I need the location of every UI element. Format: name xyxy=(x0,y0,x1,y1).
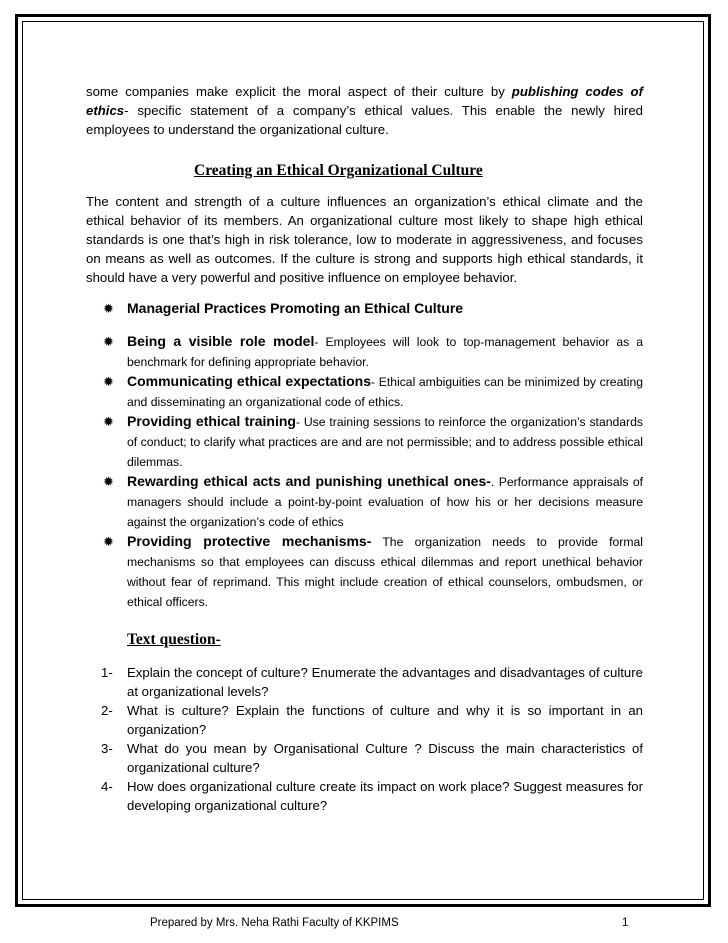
bullet-title: Communicating ethical expectations xyxy=(127,373,371,389)
question-item xyxy=(86,663,643,701)
bullet-desc: . Performance appraisals of managers should include a point-by-point evaluation of how his or her decisions measure against the organization’s code of ethics xyxy=(127,475,643,529)
bullet-desc: - Employees will look to top-management behavior as a benchmark for defining appropriate behavior. xyxy=(127,335,644,369)
question-number: 1- xyxy=(101,665,113,680)
body-paragraph: The content and strength of a culture influences an organization’s ethical climate and the ethical behavior of its members. An organizational culture most likely to shape high ethical standards is one that’s high in risk tolerance, low to moderate in aggressiveness, and focuses on means as well as outcomes. If the culture is strong and supports high ethical standards, it should have a very powerful and positive influence on employee behavior. xyxy=(86,194,643,285)
list-item xyxy=(86,332,643,372)
question-list xyxy=(86,663,643,815)
page-number: 1 xyxy=(622,917,629,929)
question-item xyxy=(86,777,643,815)
intro-text-2: - specific statement of a company’s ethical values. This enable the newly hired employees to understand the organizational culture. xyxy=(86,103,643,137)
question-text: What is culture? Explain the functions of culture and why it is so important in an organization? xyxy=(127,703,643,737)
bullet-icon: ✹ xyxy=(103,534,114,549)
bullet-desc: The organization needs to provide formal mechanisms so that employees can discuss ethical dilemmas and report unethical behavior without fear of reprimand. This might include creation of ethical counselors, ombudsmen, or ethical officers. xyxy=(127,535,643,609)
bullet-icon: ✹ xyxy=(103,374,114,389)
question-item xyxy=(86,701,643,739)
list-item xyxy=(86,472,643,532)
bullet-icon: ✹ xyxy=(103,414,114,429)
list-item xyxy=(86,412,643,472)
bullet-list xyxy=(86,299,643,612)
question-number: 3- xyxy=(101,741,113,756)
bullet-title: Rewarding ethical acts and punishing unethical ones- xyxy=(127,473,491,489)
question-text: Explain the concept of culture? Enumerate the advantages and disadvantages of culture at organizational levels? xyxy=(127,665,643,699)
question-number: 2- xyxy=(101,703,113,718)
question-text: What do you mean by Organisational Culture ? Discuss the main characteristics of organizational culture? xyxy=(127,741,643,775)
intro-text-1: some companies make explicit the moral aspect of their culture by xyxy=(86,84,512,99)
bullet-desc: - Ethical ambiguities can be minimized by creating and disseminating an organizational code of ethics. xyxy=(127,375,644,409)
text-question-heading: Text question- xyxy=(127,631,221,648)
list-item xyxy=(86,299,643,318)
section-heading: Creating an Ethical Organizational Culture xyxy=(194,162,483,179)
intro-paragraph xyxy=(86,82,643,139)
question-number: 4- xyxy=(101,779,113,794)
bullet-desc: - Use training sessions to reinforce the organization’s standards of conduct; to clarify what practices are and are not permissible; and to address possible ethical dilemmas. xyxy=(127,415,643,469)
bullet-title: Providing ethical training xyxy=(127,413,296,429)
page-content xyxy=(86,82,643,815)
bullet-title: Managerial Practices Promoting an Ethical Culture xyxy=(127,300,464,316)
list-item xyxy=(86,372,643,412)
footer-prepared-by: Prepared by Mrs. Neha Rathi Faculty of KKPIMS xyxy=(150,917,399,929)
bullet-icon: ✹ xyxy=(103,474,114,489)
list-item xyxy=(86,532,643,612)
bullet-title: Being a visible role model xyxy=(127,333,315,349)
question-text: How does organizational culture create its impact on work place? Suggest measures for developing organizational culture? xyxy=(127,779,643,813)
bullet-icon: ✹ xyxy=(103,301,114,316)
question-item xyxy=(86,739,643,777)
intro-emphasis: publishing codes of ethics xyxy=(86,84,643,118)
bullet-icon: ✹ xyxy=(103,334,114,349)
bullet-title: Providing protective mechanisms- xyxy=(127,533,372,549)
